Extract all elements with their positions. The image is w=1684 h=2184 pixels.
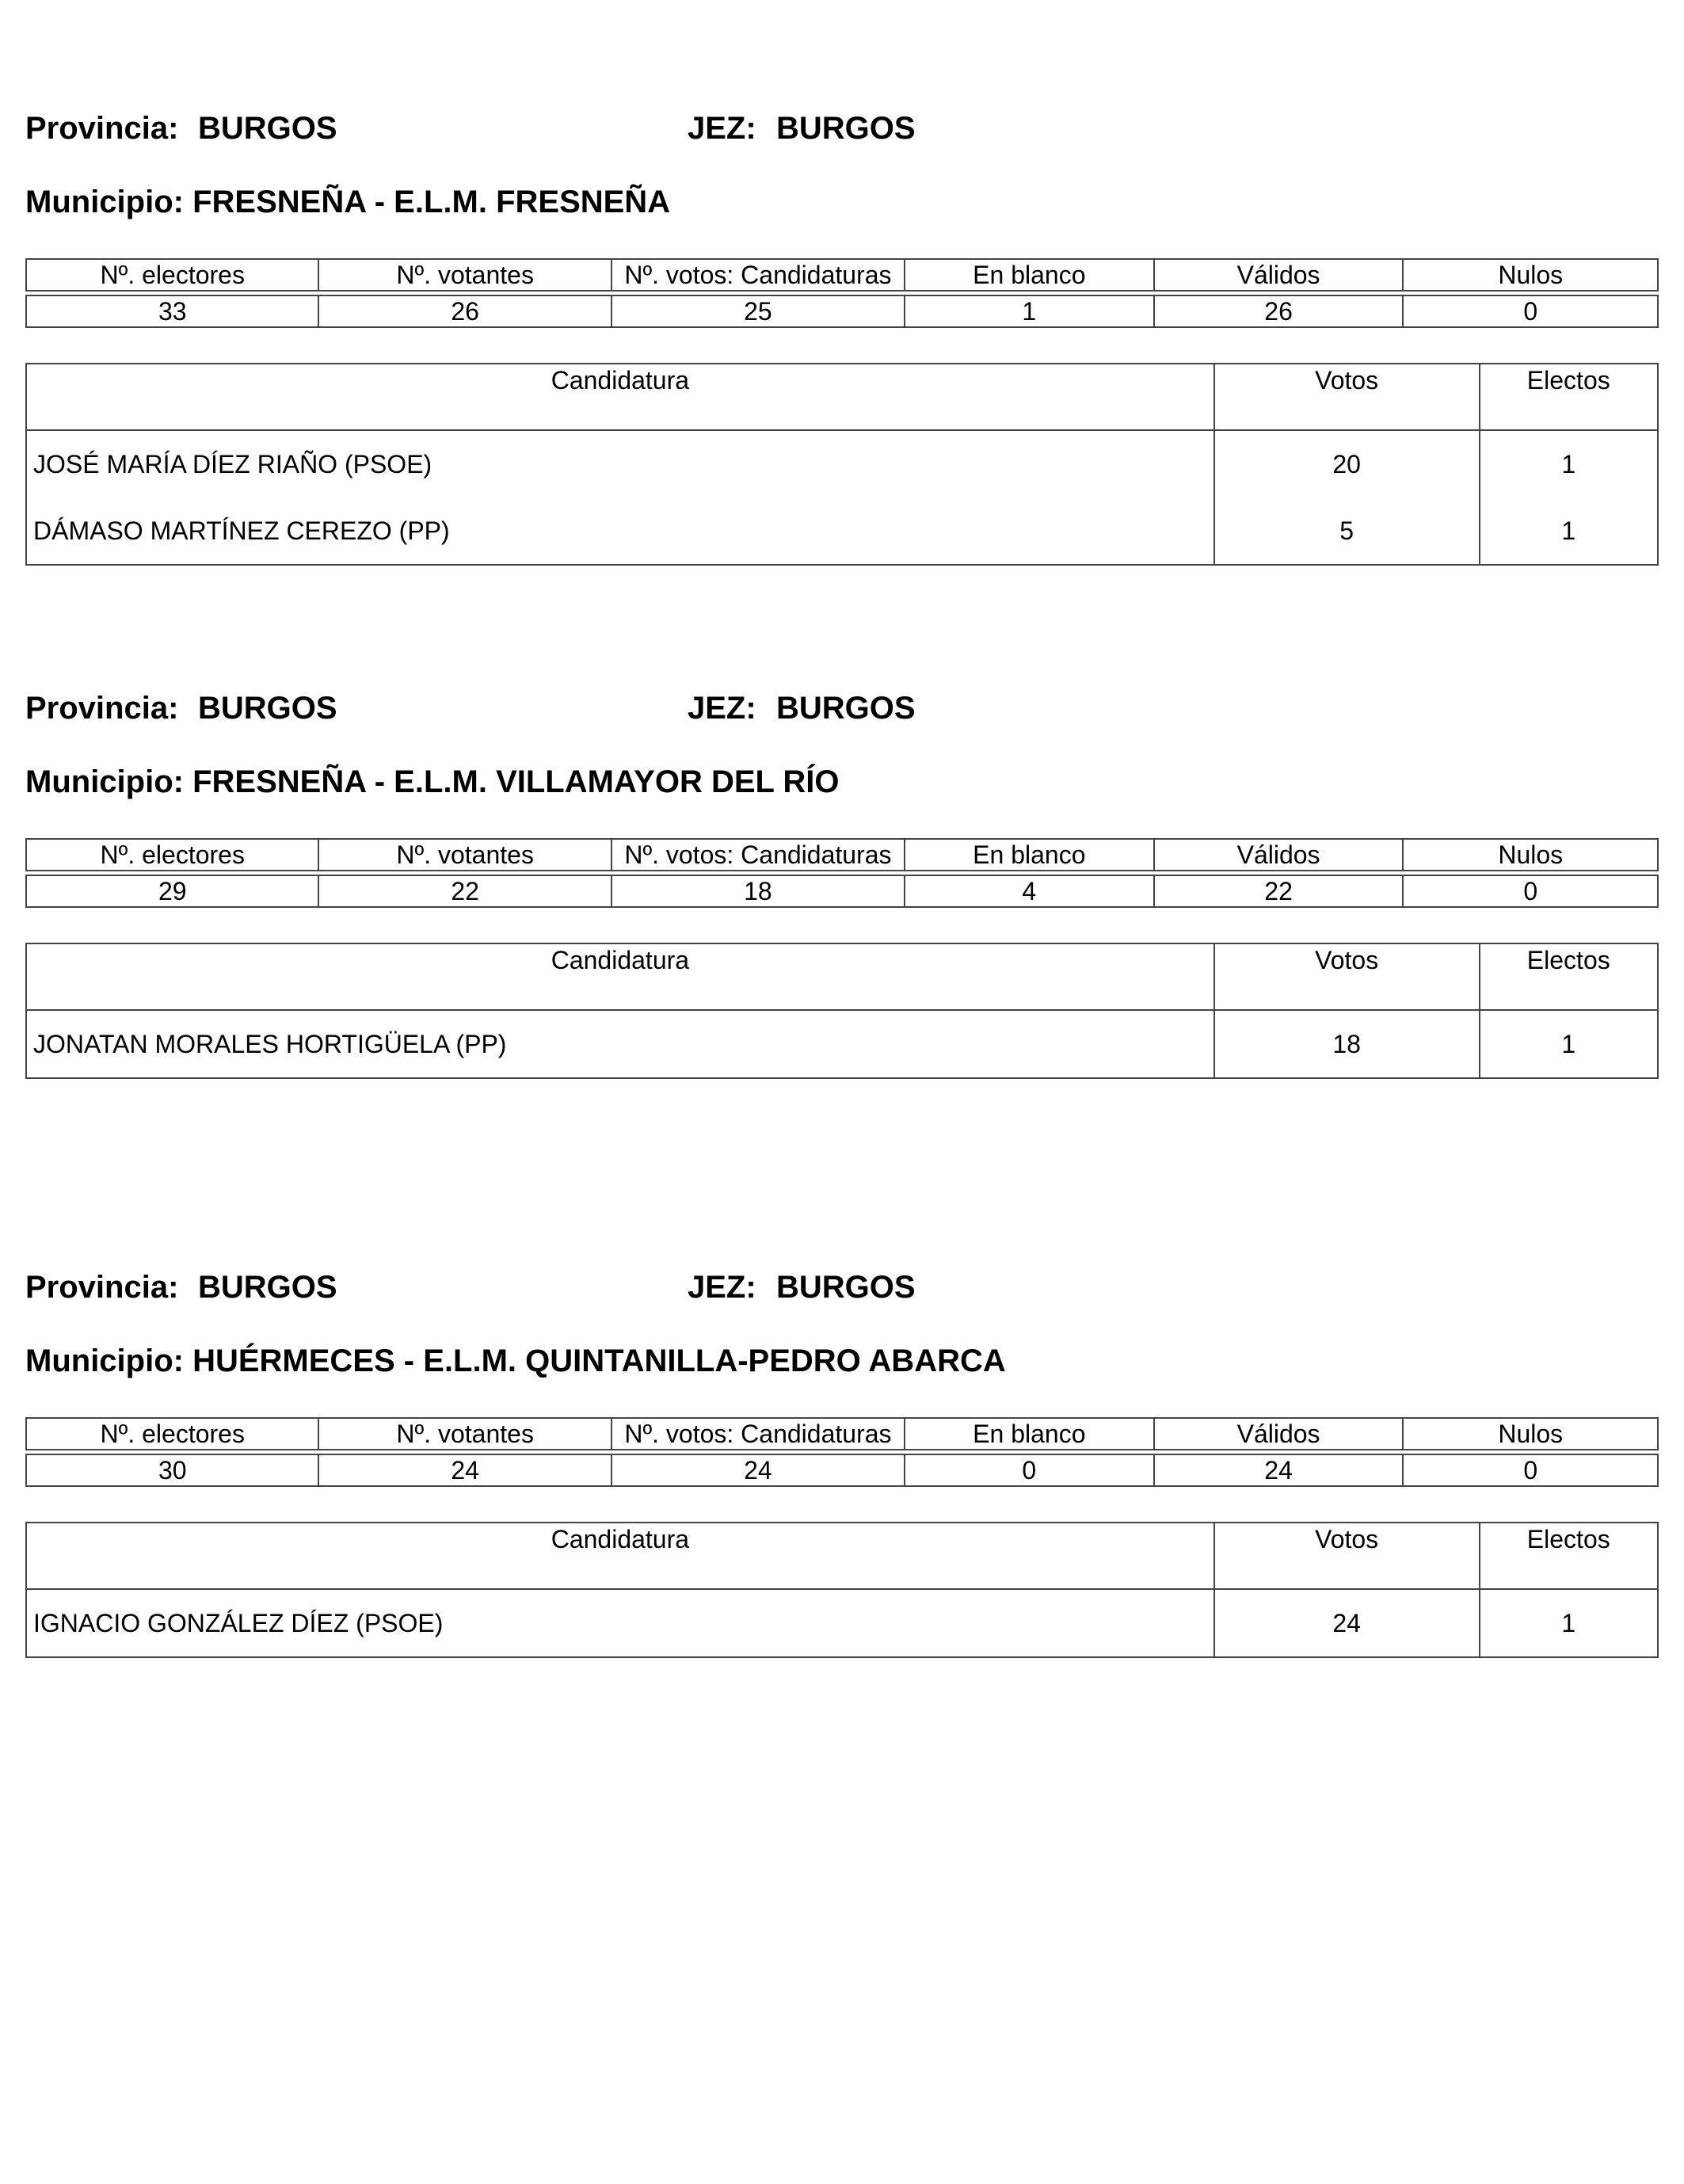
value-nulos: 0 (1403, 295, 1658, 327)
header-candidatura: Candidatura (26, 1523, 1214, 1589)
header-nulos: Nulos (1403, 1418, 1658, 1450)
summary-header-row (26, 839, 1658, 871)
candidate-votos: 24 (1214, 1589, 1480, 1657)
provincia-label: Provincia: (25, 691, 179, 726)
section-header (25, 111, 1659, 158)
header-candidatura: Candidatura (26, 943, 1214, 1010)
value-validos: 26 (1154, 295, 1404, 327)
jez-label: JEZ: (688, 691, 756, 726)
header-votos: Votos (1214, 943, 1480, 1010)
candidate-name: DÁMASO MARTÍNEZ CEREZO (PP) (26, 497, 1214, 565)
candidate-row (26, 1589, 1658, 1657)
candidate-name: JONATAN MORALES HORTIGÜELA (PP) (26, 1010, 1214, 1078)
candidates-header-row (26, 1523, 1658, 1589)
provincia-value: BURGOS (198, 111, 337, 146)
value-votantes: 22 (318, 875, 611, 907)
header-candidatura: Candidatura (26, 364, 1214, 430)
summary-values-row (26, 1454, 1658, 1486)
header-votos-candidaturas: Nº. votos: Candidaturas (611, 839, 905, 871)
candidates-header-row (26, 364, 1658, 430)
candidate-row (26, 430, 1658, 497)
section-2 (25, 691, 1659, 1058)
header-en-blanco: En blanco (905, 259, 1154, 291)
summary-table (25, 258, 1659, 328)
header-votos: Votos (1214, 364, 1480, 430)
summary-header-row (26, 1418, 1658, 1450)
value-electores: 33 (26, 295, 318, 327)
section-header (25, 1270, 1659, 1317)
jez-label: JEZ: (688, 111, 756, 146)
header-electores: Nº. electores (26, 839, 318, 871)
provincia-value: BURGOS (198, 1270, 337, 1305)
jez-value: BURGOS (776, 111, 916, 146)
candidate-electos: 1 (1480, 1589, 1658, 1657)
candidate-name: IGNACIO GONZÁLEZ DÍEZ (PSOE) (26, 1589, 1214, 1657)
value-votantes: 26 (318, 295, 611, 327)
summary-table (25, 838, 1659, 908)
value-electores: 29 (26, 875, 318, 907)
header-validos: Válidos (1154, 1418, 1404, 1450)
header-votos: Votos (1214, 1523, 1480, 1589)
header-electos: Electos (1480, 943, 1658, 1010)
header-electos: Electos (1480, 364, 1658, 430)
value-en-blanco: 1 (905, 295, 1154, 327)
candidate-name: JOSÉ MARÍA DÍEZ RIAÑO (PSOE) (26, 430, 1214, 497)
value-nulos: 0 (1403, 1454, 1658, 1486)
header-en-blanco: En blanco (905, 1418, 1154, 1450)
header-nulos: Nulos (1403, 839, 1658, 871)
value-votos-candidaturas: 24 (611, 1454, 905, 1486)
value-nulos: 0 (1403, 875, 1658, 907)
header-electos: Electos (1480, 1523, 1658, 1589)
municipio-line (25, 1344, 1006, 1379)
header-nulos: Nulos (1403, 259, 1658, 291)
jez-value: BURGOS (776, 1270, 916, 1305)
section-header (25, 691, 1659, 738)
value-validos: 24 (1154, 1454, 1404, 1486)
value-votantes: 24 (318, 1454, 611, 1486)
provincia-label: Provincia: (25, 111, 179, 146)
summary-table (25, 1417, 1659, 1487)
summary-values-row (26, 295, 1658, 327)
candidate-votos: 5 (1214, 497, 1480, 565)
header-votos-candidaturas: Nº. votos: Candidaturas (611, 259, 905, 291)
jez-label: JEZ: (688, 1270, 756, 1305)
candidate-votos: 20 (1214, 430, 1480, 497)
municipio-label: Municipio: (25, 185, 184, 219)
section-1 (25, 111, 1659, 545)
value-validos: 22 (1154, 875, 1404, 907)
candidates-table (25, 943, 1659, 1079)
value-electores: 30 (26, 1454, 318, 1486)
municipio-line (25, 185, 670, 220)
municipio-value: FRESNEÑA - E.L.M. VILLAMAYOR DEL RÍO (192, 764, 840, 799)
summary-values-row (26, 875, 1658, 907)
value-votos-candidaturas: 25 (611, 295, 905, 327)
provincia-value: BURGOS (198, 691, 337, 726)
value-votos-candidaturas: 18 (611, 875, 905, 907)
municipio-label: Municipio: (25, 764, 184, 799)
candidate-electos: 1 (1480, 1010, 1658, 1078)
header-electores: Nº. electores (26, 1418, 318, 1450)
header-votos-candidaturas: Nº. votos: Candidaturas (611, 1418, 905, 1450)
municipio-label: Municipio: (25, 1344, 184, 1378)
candidates-table (25, 363, 1659, 566)
candidate-row (26, 1010, 1658, 1078)
candidate-electos: 1 (1480, 430, 1658, 497)
value-en-blanco: 0 (905, 1454, 1154, 1486)
candidates-header-row (26, 943, 1658, 1010)
header-en-blanco: En blanco (905, 839, 1154, 871)
header-votantes: Nº. votantes (318, 1418, 611, 1450)
municipio-value: FRESNEÑA - E.L.M. FRESNEÑA (192, 185, 671, 219)
summary-header-row (26, 259, 1658, 291)
candidate-electos: 1 (1480, 497, 1658, 565)
candidates-table (25, 1522, 1659, 1658)
header-electores: Nº. electores (26, 259, 318, 291)
provincia-label: Provincia: (25, 1270, 179, 1305)
municipio-line (25, 764, 839, 800)
header-validos: Válidos (1154, 839, 1404, 871)
value-en-blanco: 4 (905, 875, 1154, 907)
section-3 (25, 1270, 1659, 1637)
municipio-value: HUÉRMECES - E.L.M. QUINTANILLA-PEDRO ABARCA (192, 1344, 1006, 1378)
candidate-row (26, 497, 1658, 565)
candidate-votos: 18 (1214, 1010, 1480, 1078)
header-votantes: Nº. votantes (318, 259, 611, 291)
header-validos: Válidos (1154, 259, 1404, 291)
header-votantes: Nº. votantes (318, 839, 611, 871)
jez-value: BURGOS (776, 691, 916, 726)
